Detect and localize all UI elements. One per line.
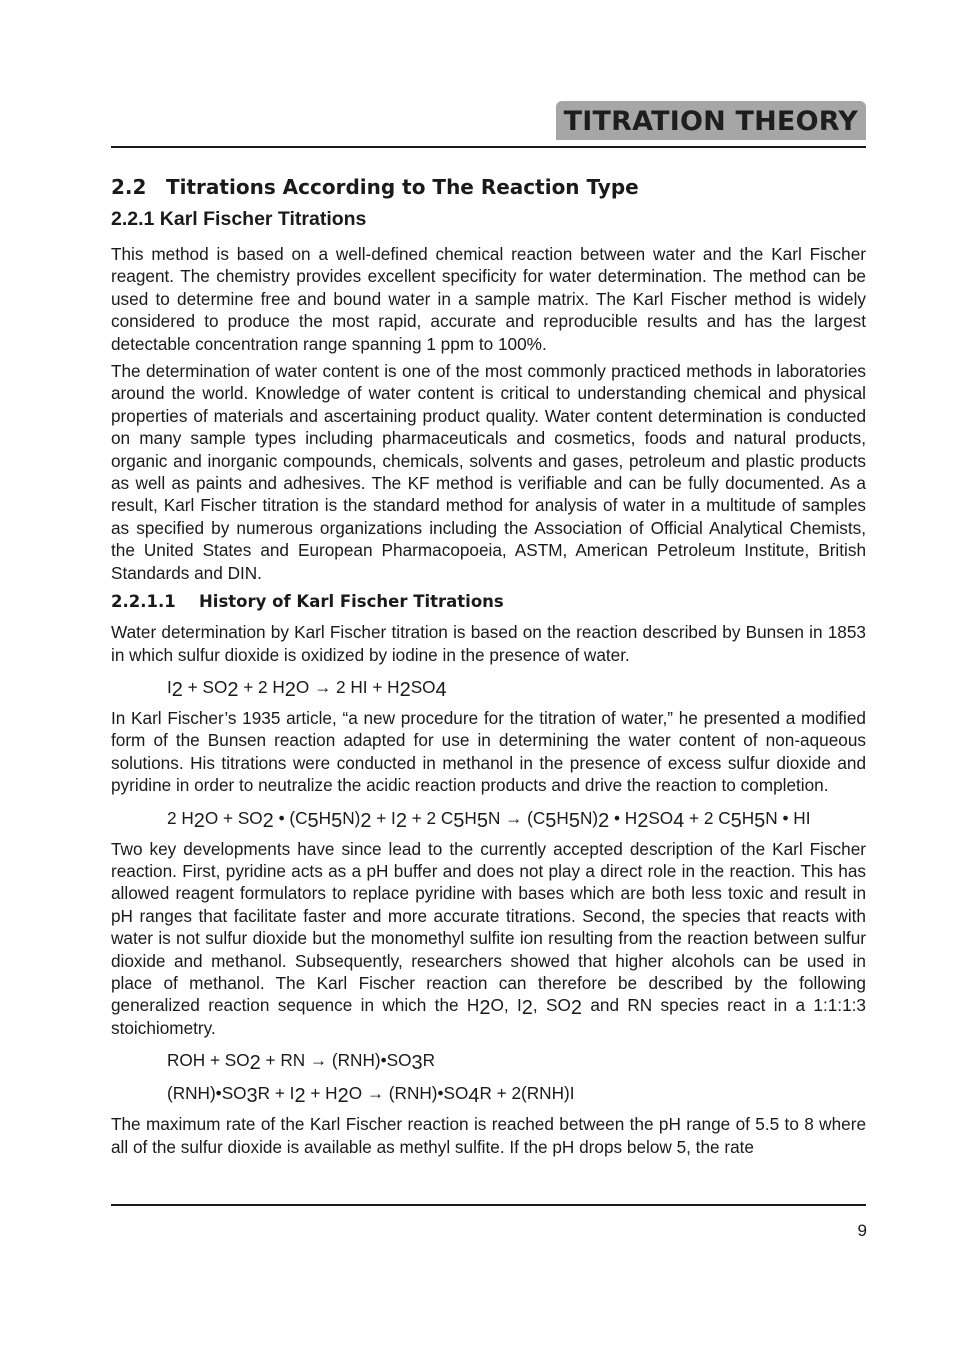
equation-text: • (C	[273, 807, 308, 828]
subscript: 3	[411, 1052, 423, 1075]
subsubsection-title: History of Karl Fischer Titrations	[199, 592, 504, 612]
section-heading	[111, 175, 866, 199]
paragraph	[111, 838, 866, 1040]
equation-text: 2 H	[167, 807, 194, 828]
equation-text: N • HI	[765, 807, 811, 828]
equation-text: H	[556, 807, 569, 828]
subscript: 2	[171, 678, 183, 701]
subscript: 5	[331, 809, 343, 832]
equation-text: N → (C	[487, 807, 546, 828]
subscript: 2	[294, 1085, 306, 1108]
equation-step-2	[167, 1081, 866, 1108]
text-run: Two key developments have since lead to the currently accepted description of the Karl Fischer reaction. First, pyridine acts as a pH buffer and does not play a direct role in the reaction. This has allowed reagent formulators to replace pyridine with bases which are both less toxic and result in pH ranges that facilitate faster and more accurate titrations. Second, the species that reacts with water is not sulfur dioxide but the monomethyl sulfite ion resulting from the reaction between sulfur dioxide and methanol. Subsequently, researchers showed that higher alcohols can be used in place of methanol. The Karl Fischer reaction can therefore be described by the following generalized reaction sequence in which the H	[111, 838, 866, 1016]
equation-text: R	[422, 1050, 435, 1071]
equation-text: + 2 C	[684, 807, 731, 828]
subscript: 5	[307, 809, 319, 832]
paragraph: In Karl Fischer’s 1935 article, “a new procedure for the titration of water,” he presented a modified form of the Bunsen reaction adapted for use in determining the water content of non-aqueous solutions. His titrations were conducted in methanol in the presence of excess sulfur dioxide and pyridine in order to neutralize the acidic reaction products and drive the reaction to completion.	[111, 707, 866, 796]
chapter-header: TITRATION THEORY	[556, 101, 866, 140]
subscript: 2	[249, 1052, 261, 1075]
equation-text: + SO	[182, 676, 228, 697]
equation-text: + RN → (RNH)•SO	[260, 1050, 412, 1071]
equation-text: R + I	[257, 1083, 295, 1104]
equation-text: SO	[648, 807, 674, 828]
subscript: 2	[598, 809, 610, 832]
equation-text: SO	[410, 676, 436, 697]
section-title: Titrations According to The Reaction Type	[166, 175, 639, 199]
subscript: 2	[637, 809, 649, 832]
paragraph: Water determination by Karl Fischer titration is based on the reaction described by Bunsen in 1853 in which sulfur dioxide is oxidized by iodine in the presence of water.	[111, 622, 866, 665]
subscript: 5	[730, 809, 742, 832]
text-run: and RN species react in a 1:1:1:3 stoichiometry.	[111, 995, 866, 1038]
equation-text: + 2 C	[406, 807, 454, 828]
equation-bunsen	[167, 675, 866, 699]
equation-step-1	[167, 1048, 866, 1075]
subscript: 2	[262, 809, 274, 832]
subscript: 2	[227, 678, 239, 701]
header-rule	[111, 146, 866, 148]
equation-text: O + SO	[204, 807, 263, 828]
text-run: O, I	[490, 995, 522, 1016]
paragraph: The determination of water content is one of the most commonly practiced methods in laboratories around the world. Knowledge of water content is critical to understanding chemical and physical properties of materials and ascertaining product quality. Water content determination is conducted on many sample types including pharmaceuticals and cosmetics, foods and natural products, organic and inorganic compounds, chemicals, solvents and gases, petroleum and plastic products as well as paints and adhesives. The KF method is verifiable and can be fully documented. As a result, Karl Fischer titration is the standard method for analysis of water in a multitude of samples as specified by numerous organizations including the Association of Official Analytical Chemists, the United States and European Pharmacopoeia, ASTM, American Petroleum Institute, British Standards and DIN.	[111, 361, 866, 583]
subscript: 4	[673, 809, 685, 832]
equation-fischer	[167, 806, 866, 830]
subscript: 5	[754, 809, 766, 832]
page-number: 9	[857, 1221, 867, 1240]
equation-text: + 2 H	[238, 676, 285, 697]
footer-rule	[111, 1204, 866, 1206]
subsubsection-number: 2.2.1.1	[111, 592, 176, 612]
subscript: 5	[453, 809, 465, 832]
subscript: 5	[545, 809, 557, 832]
subscript: 2	[193, 809, 205, 832]
subscript: 2	[360, 809, 372, 832]
subscript: 4	[435, 678, 447, 701]
subscript: 2	[399, 678, 411, 701]
equation-text: ROH + SO	[167, 1050, 250, 1071]
equation-text: I	[167, 676, 172, 697]
subscript: 2	[570, 997, 582, 1020]
subscript: 2	[284, 678, 296, 701]
page-body	[111, 175, 866, 1163]
equation-text: H	[741, 807, 755, 828]
equation-text: H	[464, 807, 477, 828]
equation-text: • H	[609, 807, 638, 828]
equation-text: + I	[371, 807, 396, 828]
subsubsection-heading	[111, 592, 866, 611]
paragraph: This method is based on a well-defined chemical reaction between water and the Karl Fischer reagent. The chemistry provides excellent specificity for water determination. The method can be used to determine free and bound water in a sample matrix. The Karl Fischer method is widely considered to produce the most rapid, accurate and reproducible results and has the largest detectable concentration range spanning 1 ppm to 100%.	[111, 244, 866, 354]
subscript: 2	[479, 997, 491, 1020]
subscript: 2	[395, 809, 407, 832]
text-run: , SO	[532, 995, 571, 1016]
subscript: 3	[246, 1085, 258, 1108]
subscript: 4	[468, 1085, 480, 1108]
subscript: 2	[521, 997, 533, 1020]
subscript: 5	[476, 809, 488, 832]
equation-text: O → (RNH)•SO	[348, 1083, 469, 1104]
equation-text: H	[318, 807, 332, 828]
subscript: 2	[337, 1085, 349, 1108]
paragraph: The maximum rate of the Karl Fischer reaction is reached between the pH range of 5.5 to 8 where all of the sulfur dioxide is available as methyl sulfite. If the pH drops below 5, the rate	[111, 1114, 866, 1157]
equation-text: N)	[579, 807, 599, 828]
subsection-heading: 2.2.1 Karl Fischer Titrations	[111, 208, 367, 230]
section-number: 2.2	[111, 175, 147, 199]
equation-text: + H	[305, 1083, 338, 1104]
equation-text: (RNH)•SO	[167, 1083, 247, 1104]
equation-text: N)	[342, 807, 361, 828]
subscript: 5	[568, 809, 580, 832]
equation-text: R + 2(RNH)I	[479, 1083, 575, 1104]
equation-text: O → 2 HI + H	[295, 676, 400, 697]
